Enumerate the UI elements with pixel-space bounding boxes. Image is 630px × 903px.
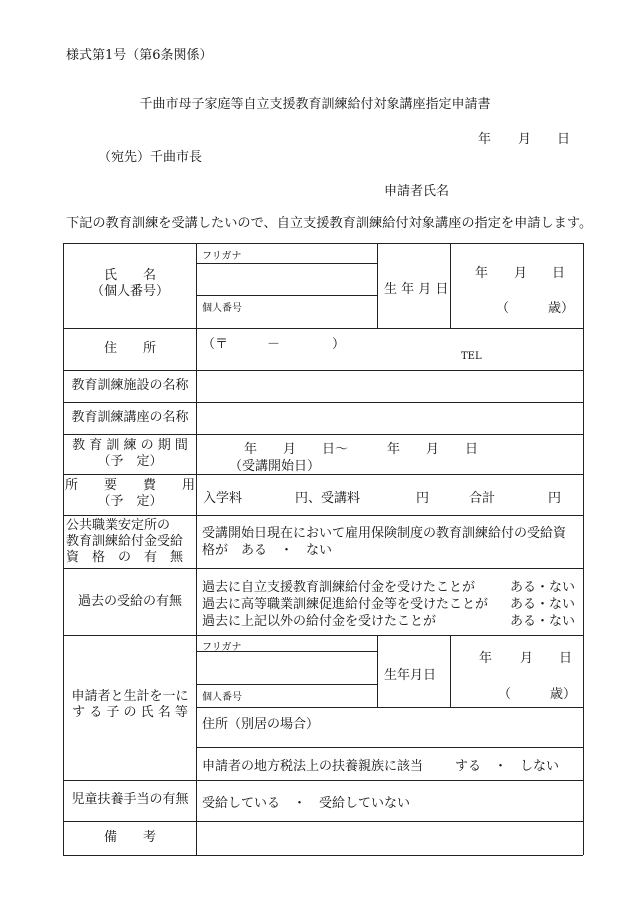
eligibility-text-line-2: 格が ある ・ ない xyxy=(202,543,333,558)
course-name-field[interactable] xyxy=(200,404,580,432)
training-period-value[interactable]: 年 月 日～ 年 月 日 xyxy=(244,442,479,457)
child-furigana-label: フリガナ xyxy=(202,642,242,653)
personal-number-label: 個人番号 xyxy=(202,303,242,314)
course-name-label: 教育訓練講座の名称 xyxy=(71,410,189,425)
eligibility-label-line-1: 公共職業安定所の xyxy=(66,518,171,533)
tuition-yen-label: 円 xyxy=(416,491,430,506)
cost-label-text: 所 要 費 用 xyxy=(64,478,195,493)
eligibility-text[interactable] xyxy=(202,525,566,559)
past-row-3-answer[interactable]: ある・ない xyxy=(510,614,576,629)
facility-name-field[interactable] xyxy=(200,372,580,400)
intro-text: 下記の教育訓練を受講したいので、自立支援教育訓練給付対象講座の指定を申請します。 xyxy=(66,216,593,231)
child-label-line-1: 申請者と生計を一に xyxy=(71,689,189,704)
personal-number-label-text: （個人番号） xyxy=(90,284,169,299)
child-address-label: 住所（別居の場合） xyxy=(202,717,320,732)
past-row-3-text: 過去に上記以外の給付金を受けたことが xyxy=(202,614,437,629)
page-title: 千曲市母子家庭等自立支援教育訓練給付対象講座指定申請書 xyxy=(139,97,491,112)
form-number: 様式第1号（第6条関係） xyxy=(66,48,213,63)
past-row-2-answer[interactable]: ある・ない xyxy=(510,597,576,612)
training-period-planned-text: （予 定） xyxy=(97,454,163,469)
total-yen-label: 円 xyxy=(548,491,562,506)
date-year-label: 年 xyxy=(478,132,492,147)
cost-planned-text: （予 定） xyxy=(97,494,163,509)
child-label xyxy=(64,689,196,721)
name-label-text: 氏 名 xyxy=(103,268,156,283)
personal-number-field[interactable] xyxy=(200,312,376,327)
applicant-name-label: 申請者氏名 xyxy=(384,184,450,199)
start-date-note: （受講開始日） xyxy=(229,459,321,474)
cost-label xyxy=(64,478,196,510)
birth-day-label: 日 xyxy=(552,266,566,281)
eligibility-text-line-1: 受講開始日現在において雇用保険制度の教育訓練給付の受給資 xyxy=(202,526,567,541)
age-field[interactable]: （ 歳） xyxy=(496,301,575,316)
birth-date-label: 生 年 月 日 xyxy=(384,282,449,297)
furigana-label: フリガナ xyxy=(202,251,242,262)
total-label: 合計 xyxy=(469,491,496,506)
child-birth-date-label: 生年月日 xyxy=(384,668,437,683)
child-label-line-2: す る 子 の 氏 名 等 xyxy=(72,705,188,720)
dependent-text: 申請者の地方税法上の扶養親族に該当 xyxy=(202,759,424,774)
date-month-label: 月 xyxy=(518,132,532,147)
allowance-label: 児童扶養手当の有無 xyxy=(71,792,189,807)
tel-label: TEL xyxy=(461,351,482,362)
training-period-label xyxy=(64,438,196,470)
past-row-2-text: 過去に高等職業訓練促進給付金等を受けたことが xyxy=(202,597,489,612)
past-row-1-text: 過去に自立支援教育訓練給付金を受けたことが xyxy=(202,580,476,595)
remarks-label: 備 考 xyxy=(103,830,156,845)
date-day-label: 日 xyxy=(557,132,571,147)
facility-name-label: 教育訓練施設の名称 xyxy=(71,378,189,393)
eligibility-label-line-2: 教育訓練給付金受給 xyxy=(66,534,184,549)
birth-year-label: 年 xyxy=(475,266,489,281)
allowance-options[interactable]: 受給している ・ 受給していない xyxy=(202,796,411,811)
address-label: 住 所 xyxy=(103,341,156,356)
postal-code-field[interactable]: （〒 － ） xyxy=(202,337,346,352)
child-birth-month-label: 月 xyxy=(520,651,534,666)
remarks-field[interactable] xyxy=(200,824,580,852)
child-birth-year-label: 年 xyxy=(479,651,493,666)
name-field[interactable] xyxy=(200,264,376,294)
training-period-label-text: 教 育 訓 練 の 期 間 xyxy=(72,438,188,453)
eligibility-label-line-3: 資 格 の 有 無 xyxy=(66,550,184,565)
addressee: （宛先）千曲市長 xyxy=(98,150,203,165)
tuition-label: 円、受講料 xyxy=(295,491,361,506)
entrance-fee-label: 入学料 xyxy=(203,491,243,506)
birth-month-label: 月 xyxy=(514,266,528,281)
child-birth-day-label: 日 xyxy=(559,651,573,666)
past-row-1-answer[interactable]: ある・ない xyxy=(510,580,576,595)
name-label xyxy=(64,268,196,300)
past-receipt-label: 過去の受給の有無 xyxy=(77,594,182,609)
eligibility-label xyxy=(66,518,194,566)
child-personal-number-label: 個人番号 xyxy=(202,692,242,703)
child-age-field[interactable]: （ 歳） xyxy=(498,687,577,702)
dependent-options[interactable]: する ・ しない xyxy=(455,759,560,774)
child-name-field[interactable] xyxy=(200,652,376,683)
